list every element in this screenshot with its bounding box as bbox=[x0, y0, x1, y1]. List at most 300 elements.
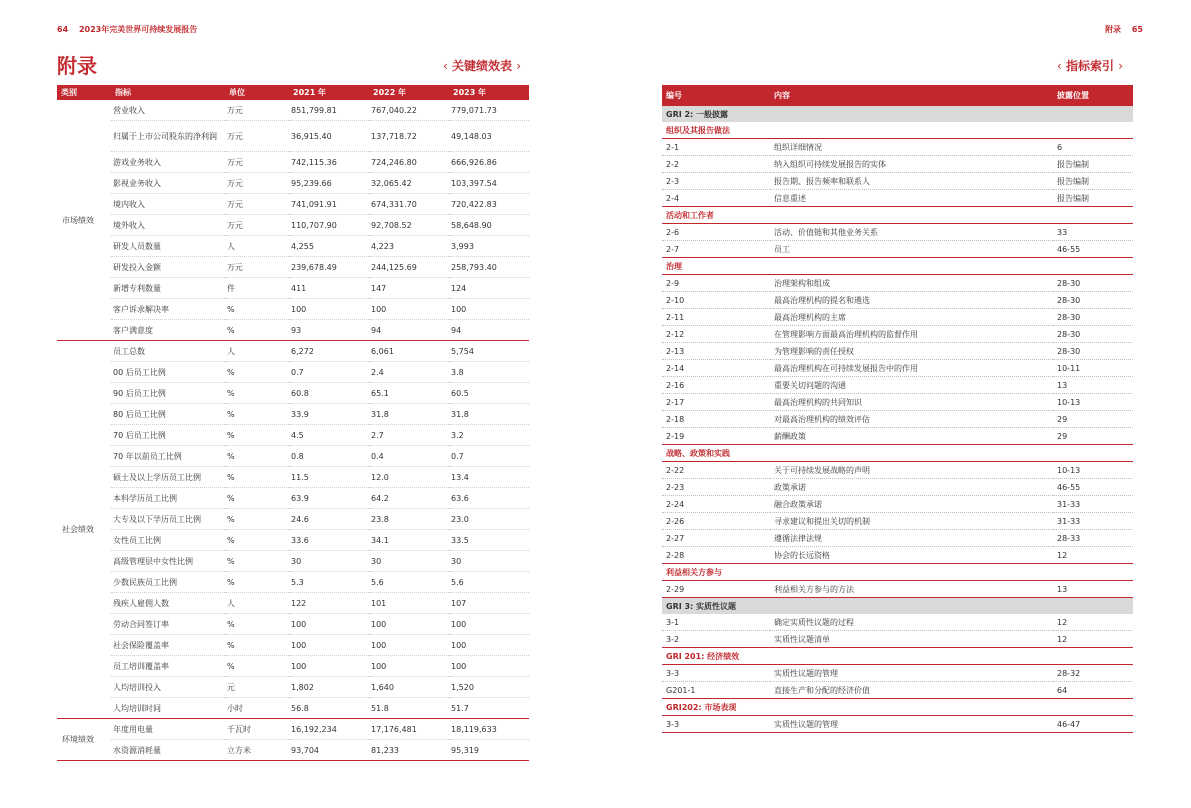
kpi-value-2023: 107 bbox=[449, 593, 529, 614]
kpi-table-row bbox=[57, 656, 529, 677]
kpi-value-2022: 724,246.80 bbox=[369, 152, 449, 173]
kpi-indicator: 社会保险覆盖率 bbox=[111, 635, 225, 656]
gri-row bbox=[662, 479, 1133, 496]
kpi-value-2022: 2.4 bbox=[369, 362, 449, 383]
kpi-unit: 元 bbox=[225, 677, 289, 698]
kpi-value-2023: 63.6 bbox=[449, 488, 529, 509]
gri-code: 3-2 bbox=[662, 631, 770, 648]
gri-row bbox=[662, 377, 1133, 394]
kpi-table-row bbox=[57, 467, 529, 488]
kpi-value-2021: 93,704 bbox=[289, 740, 369, 761]
kpi-value-2022: 94 bbox=[369, 320, 449, 341]
gri-content: 对最高治理机构的绩效评估 bbox=[770, 411, 1053, 428]
gri-row bbox=[662, 139, 1133, 156]
kpi-indicator: 00 后员工比例 bbox=[111, 362, 225, 383]
gri-standard-row bbox=[662, 598, 1133, 615]
kpi-indicator: 新增专利数量 bbox=[111, 278, 225, 299]
gri-location: 28-30 bbox=[1053, 292, 1133, 309]
kpi-indicator: 境内收入 bbox=[111, 194, 225, 215]
gri-content: 确定实质性议题的过程 bbox=[770, 614, 1053, 631]
gri-code: 2-17 bbox=[662, 394, 770, 411]
kpi-value-2021: 742,115.36 bbox=[289, 152, 369, 173]
gri-row bbox=[662, 292, 1133, 309]
chevron-right-icon: › bbox=[1118, 59, 1124, 73]
gri-location: 46-47 bbox=[1053, 716, 1133, 733]
page-title: 附录 bbox=[57, 54, 97, 78]
kpi-value-2021: 4.5 bbox=[289, 425, 369, 446]
kpi-value-2022: 674,331.70 bbox=[369, 194, 449, 215]
gri-row bbox=[662, 156, 1133, 173]
gri-code: 2-29 bbox=[662, 581, 770, 598]
kpi-unit: 万元 bbox=[225, 215, 289, 236]
kpi-header-2022: 2022 年 bbox=[369, 85, 449, 100]
gri-row bbox=[662, 309, 1133, 326]
gri-content: 在管理影响方面最高治理机构的监督作用 bbox=[770, 326, 1053, 343]
kpi-category: 社会绩效 bbox=[57, 341, 111, 719]
gri-row bbox=[662, 496, 1133, 513]
gri-row bbox=[662, 530, 1133, 547]
gri-content: 报告期、报告频率和联系人 bbox=[770, 173, 1053, 190]
kpi-value-2022: 65.1 bbox=[369, 383, 449, 404]
kpi-value-2023: 60.5 bbox=[449, 383, 529, 404]
gri-code: 2-23 bbox=[662, 479, 770, 496]
gri-location: 报告编制 bbox=[1053, 173, 1133, 190]
kpi-table-row bbox=[57, 362, 529, 383]
kpi-indicator: 研发人员数量 bbox=[111, 236, 225, 257]
kpi-value-2021: 1,802 bbox=[289, 677, 369, 698]
gri-content: 为管理影响的责任授权 bbox=[770, 343, 1053, 360]
gri-content: 最高治理机构的主席 bbox=[770, 309, 1053, 326]
left-page-number: 64 bbox=[57, 25, 69, 34]
kpi-indicator: 影视业务收入 bbox=[111, 173, 225, 194]
kpi-table-row bbox=[57, 425, 529, 446]
kpi-unit: % bbox=[225, 572, 289, 593]
kpi-value-2021: 0.8 bbox=[289, 446, 369, 467]
kpi-value-2023: 124 bbox=[449, 278, 529, 299]
kpi-indicator: 90 后员工比例 bbox=[111, 383, 225, 404]
kpi-value-2023: 720,422.83 bbox=[449, 194, 529, 215]
kpi-unit: % bbox=[225, 551, 289, 572]
kpi-value-2023: 94 bbox=[449, 320, 529, 341]
gri-row bbox=[662, 428, 1133, 445]
kpi-value-2022: 100 bbox=[369, 656, 449, 677]
gri-location: 64 bbox=[1053, 682, 1133, 699]
gri-subsection-row bbox=[662, 122, 1133, 139]
kpi-indicator: 客户诉求解决率 bbox=[111, 299, 225, 320]
gri-content: 实质性议题的管理 bbox=[770, 665, 1053, 682]
kpi-table-row bbox=[57, 509, 529, 530]
gri-location: 31-33 bbox=[1053, 496, 1133, 513]
gri-row bbox=[662, 631, 1133, 648]
gri-standard-row bbox=[662, 106, 1133, 122]
gri-row bbox=[662, 462, 1133, 479]
gri-location: 13 bbox=[1053, 581, 1133, 598]
gri-code: 2-28 bbox=[662, 547, 770, 564]
gri-index-table bbox=[662, 85, 1133, 733]
gri-row bbox=[662, 614, 1133, 631]
gri-content: 信息重述 bbox=[770, 190, 1053, 207]
kpi-table-row bbox=[57, 341, 529, 362]
kpi-indicator: 境外收入 bbox=[111, 215, 225, 236]
kpi-unit: % bbox=[225, 320, 289, 341]
gri-location: 28-32 bbox=[1053, 665, 1133, 682]
kpi-unit: 万元 bbox=[225, 194, 289, 215]
kpi-value-2023: 31.8 bbox=[449, 404, 529, 425]
kpi-value-2022: 34.1 bbox=[369, 530, 449, 551]
kpi-value-2023: 3,993 bbox=[449, 236, 529, 257]
kpi-value-2021: 239,678.49 bbox=[289, 257, 369, 278]
gri-row bbox=[662, 360, 1133, 377]
gri-subsection-title: 组织及其报告做法 bbox=[662, 122, 1133, 139]
gri-code: 2-11 bbox=[662, 309, 770, 326]
kpi-value-2022: 30 bbox=[369, 551, 449, 572]
gri-row bbox=[662, 513, 1133, 530]
kpi-value-2023: 5,754 bbox=[449, 341, 529, 362]
kpi-unit: % bbox=[225, 467, 289, 488]
kpi-value-2021: 122 bbox=[289, 593, 369, 614]
gri-location: 10-13 bbox=[1053, 394, 1133, 411]
kpi-value-2023: 0.7 bbox=[449, 446, 529, 467]
kpi-value-2022: 92,708.52 bbox=[369, 215, 449, 236]
kpi-value-2023: 95,319 bbox=[449, 740, 529, 761]
gri-code: 2-9 bbox=[662, 275, 770, 292]
right-page-header bbox=[1105, 24, 1143, 35]
kpi-unit: 人 bbox=[225, 236, 289, 257]
kpi-value-2022: 244,125.69 bbox=[369, 257, 449, 278]
kpi-unit: 万元 bbox=[225, 121, 289, 152]
kpi-table-row bbox=[57, 677, 529, 698]
gri-subsection-title: 利益相关方参与 bbox=[662, 564, 1133, 581]
kpi-indicator: 70 年以前员工比例 bbox=[111, 446, 225, 467]
gri-content: 融合政策承诺 bbox=[770, 496, 1053, 513]
section-title-index-label: 指标索引 bbox=[1066, 59, 1115, 73]
kpi-indicator: 高级管理层中女性比例 bbox=[111, 551, 225, 572]
kpi-indicator: 女性员工比例 bbox=[111, 530, 225, 551]
gri-code: 2-24 bbox=[662, 496, 770, 513]
kpi-unit: 人 bbox=[225, 593, 289, 614]
kpi-value-2023: 51.7 bbox=[449, 698, 529, 719]
gri-code: 2-7 bbox=[662, 241, 770, 258]
kpi-table-row bbox=[57, 719, 529, 740]
kpi-indicator: 研发投入金额 bbox=[111, 257, 225, 278]
kpi-value-2021: 110,707.90 bbox=[289, 215, 369, 236]
kpi-value-2022: 101 bbox=[369, 593, 449, 614]
gri-subsection-title: 治理 bbox=[662, 258, 1133, 275]
gri-content: 最高治理机构在可持续发展报告中的作用 bbox=[770, 360, 1053, 377]
kpi-value-2023: 1,520 bbox=[449, 677, 529, 698]
gri-location: 6 bbox=[1053, 139, 1133, 156]
gri-row bbox=[662, 275, 1133, 292]
kpi-value-2022: 100 bbox=[369, 614, 449, 635]
kpi-value-2023: 49,148.03 bbox=[449, 121, 529, 152]
gri-code: 2-2 bbox=[662, 156, 770, 173]
kpi-value-2022: 64.2 bbox=[369, 488, 449, 509]
kpi-value-2021: 100 bbox=[289, 635, 369, 656]
kpi-value-2023: 103,397.54 bbox=[449, 173, 529, 194]
gri-location: 46-55 bbox=[1053, 241, 1133, 258]
gri-location: 10-11 bbox=[1053, 360, 1133, 377]
kpi-value-2021: 33.6 bbox=[289, 530, 369, 551]
gri-content: 活动、价值链和其他业务关系 bbox=[770, 224, 1053, 241]
gri-location: 29 bbox=[1053, 411, 1133, 428]
kpi-value-2021: 56.8 bbox=[289, 698, 369, 719]
kpi-value-2023: 100 bbox=[449, 656, 529, 677]
kpi-value-2021: 100 bbox=[289, 656, 369, 677]
gri-code: 2-22 bbox=[662, 462, 770, 479]
chevron-left-icon: ‹ bbox=[1057, 59, 1062, 73]
kpi-value-2021: 6,272 bbox=[289, 341, 369, 362]
kpi-value-2021: 36,915.40 bbox=[289, 121, 369, 152]
gri-subsection-row bbox=[662, 648, 1133, 665]
left-page-header bbox=[57, 24, 197, 35]
gri-subsection-row bbox=[662, 445, 1133, 462]
gri-location: 28-30 bbox=[1053, 275, 1133, 292]
gri-location: 12 bbox=[1053, 547, 1133, 564]
kpi-header-indicator: 指标 bbox=[111, 85, 225, 100]
gri-row bbox=[662, 394, 1133, 411]
gri-subsection-row bbox=[662, 207, 1133, 224]
kpi-header-2021: 2021 年 bbox=[289, 85, 369, 100]
kpi-indicator: 少数民族员工比例 bbox=[111, 572, 225, 593]
kpi-value-2021: 63.9 bbox=[289, 488, 369, 509]
kpi-value-2022: 81,233 bbox=[369, 740, 449, 761]
section-title-index bbox=[1057, 57, 1123, 74]
kpi-table-row bbox=[57, 100, 529, 121]
kpi-table-row bbox=[57, 152, 529, 173]
kpi-value-2023: 33.5 bbox=[449, 530, 529, 551]
kpi-indicator: 员工培训覆盖率 bbox=[111, 656, 225, 677]
kpi-table-row bbox=[57, 551, 529, 572]
kpi-table-row bbox=[57, 404, 529, 425]
kpi-indicator: 营业收入 bbox=[111, 100, 225, 121]
gri-location: 13 bbox=[1053, 377, 1133, 394]
kpi-table-row bbox=[57, 635, 529, 656]
kpi-indicator: 水资源消耗量 bbox=[111, 740, 225, 761]
gri-row bbox=[662, 682, 1133, 699]
kpi-value-2022: 6,061 bbox=[369, 341, 449, 362]
kpi-indicator: 劳动合同签订率 bbox=[111, 614, 225, 635]
kpi-value-2021: 5.3 bbox=[289, 572, 369, 593]
kpi-indicator: 游戏业务收入 bbox=[111, 152, 225, 173]
gri-subsection-row bbox=[662, 699, 1133, 716]
kpi-table-header bbox=[57, 85, 529, 100]
kpi-unit: 人 bbox=[225, 341, 289, 362]
gri-content: 最高治理机构的提名和遴选 bbox=[770, 292, 1053, 309]
gri-standard-title: GRI 2: 一般披露 bbox=[662, 106, 1133, 122]
gri-code: 2-27 bbox=[662, 530, 770, 547]
kpi-value-2022: 31.8 bbox=[369, 404, 449, 425]
kpi-value-2023: 100 bbox=[449, 614, 529, 635]
kpi-value-2023: 3.2 bbox=[449, 425, 529, 446]
gri-content: 员工 bbox=[770, 241, 1053, 258]
gri-content: 协会的长远资格 bbox=[770, 547, 1053, 564]
kpi-value-2022: 137,718.72 bbox=[369, 121, 449, 152]
gri-content: 关于可持续发展战略的声明 bbox=[770, 462, 1053, 479]
kpi-table-row bbox=[57, 488, 529, 509]
gri-content: 薪酬政策 bbox=[770, 428, 1053, 445]
kpi-table-row bbox=[57, 593, 529, 614]
gri-code: 2-6 bbox=[662, 224, 770, 241]
gri-standard-title: GRI 3: 实质性议题 bbox=[662, 598, 1133, 615]
kpi-value-2021: 11.5 bbox=[289, 467, 369, 488]
kpi-table-row bbox=[57, 257, 529, 278]
kpi-value-2022: 23.8 bbox=[369, 509, 449, 530]
gri-subsection-title: 战略、政策和实践 bbox=[662, 445, 1133, 462]
kpi-value-2021: 33.9 bbox=[289, 404, 369, 425]
gri-header-code: 编号 bbox=[662, 85, 770, 106]
kpi-table-row bbox=[57, 572, 529, 593]
gri-subsection-title: GRI202: 市场表现 bbox=[662, 699, 1133, 716]
kpi-value-2021: 30 bbox=[289, 551, 369, 572]
gri-header-content: 内容 bbox=[770, 85, 1053, 106]
gri-location: 报告编制 bbox=[1053, 156, 1133, 173]
gri-row bbox=[662, 665, 1133, 682]
gri-location: 28-30 bbox=[1053, 326, 1133, 343]
kpi-unit: % bbox=[225, 635, 289, 656]
kpi-value-2021: 4,255 bbox=[289, 236, 369, 257]
kpi-table-row bbox=[57, 236, 529, 257]
gri-row bbox=[662, 190, 1133, 207]
gri-subsection-row bbox=[662, 258, 1133, 275]
gri-location: 12 bbox=[1053, 631, 1133, 648]
kpi-category: 环境绩效 bbox=[57, 719, 111, 761]
kpi-value-2022: 17,176,481 bbox=[369, 719, 449, 740]
kpi-indicator: 大专及以下学历员工比例 bbox=[111, 509, 225, 530]
kpi-indicator: 残疾人雇佣人数 bbox=[111, 593, 225, 614]
kpi-table-row bbox=[57, 278, 529, 299]
kpi-value-2023: 5.6 bbox=[449, 572, 529, 593]
gri-location: 10-13 bbox=[1053, 462, 1133, 479]
gri-code: 2-10 bbox=[662, 292, 770, 309]
gri-location: 31-33 bbox=[1053, 513, 1133, 530]
kpi-table-row bbox=[57, 320, 529, 341]
kpi-value-2023: 100 bbox=[449, 635, 529, 656]
kpi-value-2021: 16,192,234 bbox=[289, 719, 369, 740]
kpi-value-2022: 0.4 bbox=[369, 446, 449, 467]
kpi-value-2022: 4,223 bbox=[369, 236, 449, 257]
gri-row bbox=[662, 173, 1133, 190]
kpi-unit: % bbox=[225, 299, 289, 320]
kpi-value-2021: 100 bbox=[289, 299, 369, 320]
kpi-header-unit: 单位 bbox=[225, 85, 289, 100]
kpi-unit: % bbox=[225, 509, 289, 530]
gri-content: 最高治理机构的共同知识 bbox=[770, 394, 1053, 411]
kpi-unit: % bbox=[225, 446, 289, 467]
kpi-indicator: 70 后员工比例 bbox=[111, 425, 225, 446]
gri-content: 遵循法律法规 bbox=[770, 530, 1053, 547]
section-title-kpi-label: 关键绩效表 bbox=[452, 59, 513, 73]
kpi-unit: 万元 bbox=[225, 257, 289, 278]
kpi-indicator: 本科学历员工比例 bbox=[111, 488, 225, 509]
gri-content: 政策承诺 bbox=[770, 479, 1053, 496]
kpi-value-2022: 12.0 bbox=[369, 467, 449, 488]
kpi-value-2021: 851,799.81 bbox=[289, 100, 369, 121]
gri-code: 2-13 bbox=[662, 343, 770, 360]
gri-code: 2-3 bbox=[662, 173, 770, 190]
gri-row bbox=[662, 716, 1133, 733]
kpi-indicator: 人均培训投入 bbox=[111, 677, 225, 698]
gri-content: 利益相关方参与的方法 bbox=[770, 581, 1053, 598]
chevron-left-icon: ‹ bbox=[443, 59, 448, 73]
gri-location: 28-33 bbox=[1053, 530, 1133, 547]
kpi-table-row bbox=[57, 215, 529, 236]
kpi-value-2022: 100 bbox=[369, 635, 449, 656]
gri-content: 纳入组织可持续发展报告的实体 bbox=[770, 156, 1053, 173]
gri-location: 33 bbox=[1053, 224, 1133, 241]
kpi-table-row bbox=[57, 530, 529, 551]
kpi-value-2022: 32,065.42 bbox=[369, 173, 449, 194]
kpi-unit: 千瓦时 bbox=[225, 719, 289, 740]
kpi-table-row bbox=[57, 299, 529, 320]
gri-code: 3-3 bbox=[662, 716, 770, 733]
gri-code: 2-12 bbox=[662, 326, 770, 343]
kpi-indicator: 客户满意度 bbox=[111, 320, 225, 341]
gri-row bbox=[662, 581, 1133, 598]
kpi-unit: 件 bbox=[225, 278, 289, 299]
kpi-value-2021: 411 bbox=[289, 278, 369, 299]
kpi-value-2023: 258,793.40 bbox=[449, 257, 529, 278]
kpi-unit: % bbox=[225, 383, 289, 404]
gri-row bbox=[662, 326, 1133, 343]
gri-code: 3-3 bbox=[662, 665, 770, 682]
gri-content: 组织详细情况 bbox=[770, 139, 1053, 156]
gri-content: 实质性议题的管理 bbox=[770, 716, 1053, 733]
section-title-kpi bbox=[443, 57, 521, 74]
gri-code: 2-19 bbox=[662, 428, 770, 445]
gri-row bbox=[662, 547, 1133, 564]
kpi-indicator: 80 后员工比例 bbox=[111, 404, 225, 425]
gri-content: 实质性议题清单 bbox=[770, 631, 1053, 648]
kpi-unit: 立方米 bbox=[225, 740, 289, 761]
kpi-unit: % bbox=[225, 656, 289, 677]
kpi-table-row bbox=[57, 698, 529, 719]
kpi-table-row bbox=[57, 194, 529, 215]
gri-code: G201-1 bbox=[662, 682, 770, 699]
kpi-table-row bbox=[57, 740, 529, 761]
kpi-table-row bbox=[57, 614, 529, 635]
kpi-value-2021: 0.7 bbox=[289, 362, 369, 383]
kpi-category: 市场绩效 bbox=[57, 100, 111, 341]
kpi-value-2023: 58,648.90 bbox=[449, 215, 529, 236]
gri-row bbox=[662, 411, 1133, 428]
kpi-unit: 万元 bbox=[225, 100, 289, 121]
gri-row bbox=[662, 224, 1133, 241]
gri-location: 29 bbox=[1053, 428, 1133, 445]
kpi-value-2023: 23.0 bbox=[449, 509, 529, 530]
kpi-table-row bbox=[57, 446, 529, 467]
kpi-header-category: 类别 bbox=[57, 85, 111, 100]
kpi-value-2021: 741,091.91 bbox=[289, 194, 369, 215]
gri-content: 寻求建议和提出关切的机制 bbox=[770, 513, 1053, 530]
kpi-table-row bbox=[57, 383, 529, 404]
gri-code: 2-16 bbox=[662, 377, 770, 394]
kpi-unit: % bbox=[225, 530, 289, 551]
kpi-unit: % bbox=[225, 425, 289, 446]
kpi-value-2021: 24.6 bbox=[289, 509, 369, 530]
gri-location: 报告编制 bbox=[1053, 190, 1133, 207]
gri-subsection-title: 活动和工作者 bbox=[662, 207, 1133, 224]
kpi-unit: 万元 bbox=[225, 152, 289, 173]
kpi-value-2022: 767,040.22 bbox=[369, 100, 449, 121]
gri-subsection-row bbox=[662, 564, 1133, 581]
kpi-unit: % bbox=[225, 404, 289, 425]
kpi-value-2022: 147 bbox=[369, 278, 449, 299]
kpi-unit: 小时 bbox=[225, 698, 289, 719]
gri-location: 28-30 bbox=[1053, 309, 1133, 326]
kpi-value-2022: 51.8 bbox=[369, 698, 449, 719]
kpi-header-2023: 2023 年 bbox=[449, 85, 529, 100]
kpi-value-2022: 2.7 bbox=[369, 425, 449, 446]
